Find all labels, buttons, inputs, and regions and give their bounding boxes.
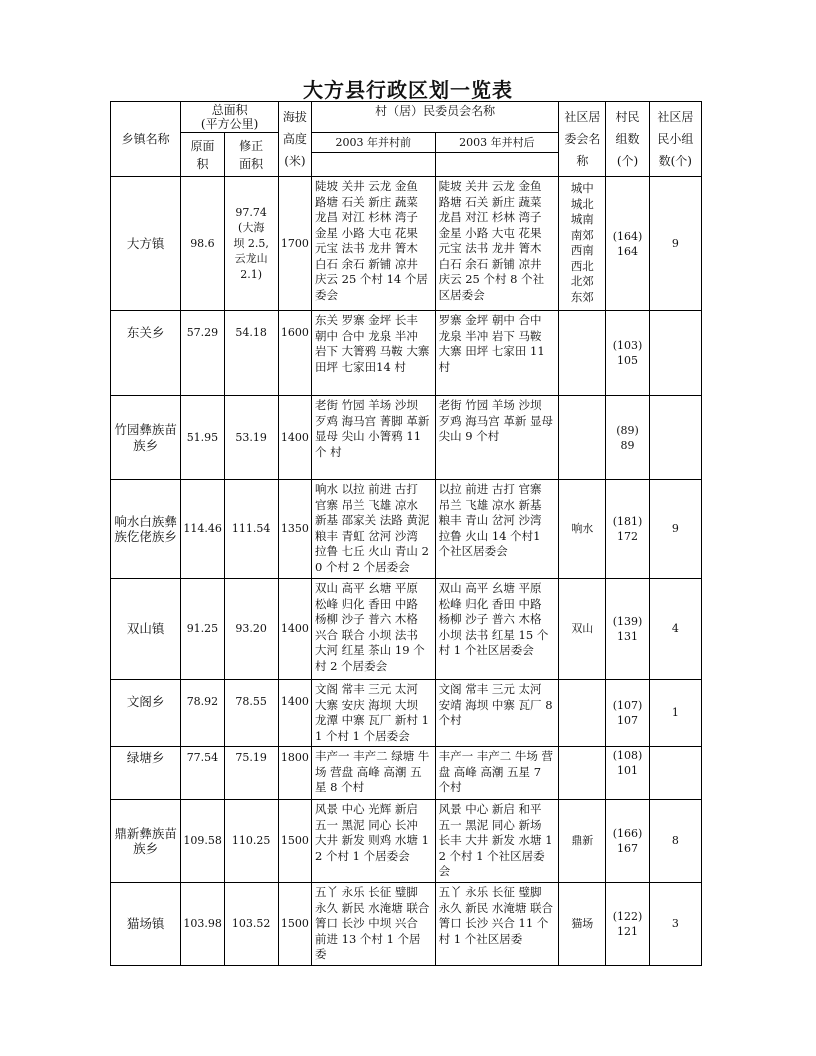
township-name: 竹园彝族苗族乡 — [111, 396, 181, 480]
community-name: 响水 — [559, 480, 606, 579]
villages-before: 东关 罗寨 金坪 长丰 朝中 合中 龙泉 半冲 岩下 大箐鸦 马鞍 大寨 田坪 七家田14 村 — [311, 311, 435, 396]
area-original: 57.29 — [181, 311, 224, 396]
villages-before: 双山 高平 幺塘 平原 松峰 归化 香田 中路 杨柳 沙子 普六 木格 兴合 联合 小坝 法书 大河 红星 茶山 19 个村 2 个居委会 — [311, 579, 435, 680]
villages-before: 陡坡 关井 云龙 金鱼 路塘 石关 新庄 蔬菜 龙昌 对江 杉林 湾子 金星 小路 大屯 花果 元宝 法书 龙井 箐木 白石 余石 新铺 凉井 庆云 25 个村 14 个居委会 — [311, 177, 435, 311]
header-after-2003: 2003 年并村后 — [435, 133, 559, 153]
area-original: 98.6 — [181, 177, 224, 311]
area-original: 78.92 — [181, 680, 224, 747]
header-total-area: 总面积 (平方公里) — [181, 102, 278, 133]
community-group-count: 9 — [649, 177, 701, 311]
area-revised: 75.19 — [224, 747, 278, 800]
township-name: 东关乡 — [111, 311, 181, 396]
area-revised: 54.18 — [224, 311, 278, 396]
area-revised: 97.74 (大海 坝 2.5, 云龙山 2.1) — [224, 177, 278, 311]
altitude: 1350 — [278, 480, 311, 579]
area-original: 109.58 — [181, 800, 224, 883]
villages-after: 双山 高平 幺塘 平原 松峰 归化 香田 中路 杨柳 沙子 普六 木格 小坝 法书 红星 15 个 村 1 个社区居委会 — [435, 579, 559, 680]
villages-after: 以拉 前进 古打 官寨 吊兰 飞雄 凉水 新基 粮丰 青山 岔河 沙湾 拉鲁 火山 14 个村1 个社区居委会 — [435, 480, 559, 579]
community-group-count — [649, 311, 701, 396]
table-row — [111, 747, 702, 800]
header-village-groups: 村民 组数 (个) — [606, 102, 649, 177]
table-row — [111, 579, 702, 680]
community-name: 猫场 — [559, 883, 606, 966]
village-group-count: (103) 105 — [606, 311, 649, 396]
villages-before: 响水 以拉 前进 古打 官寨 吊兰 飞雄 凉水 新基 邵家关 法路 黄泥 粮丰 青虹 岔河 沙湾 拉鲁 七丘 火山 青山 20 个村 2 个居委会 — [311, 480, 435, 579]
community-name: 城中 城北 城南 南郊 西南 西北 北郊 东郊 — [559, 177, 606, 311]
table-row — [111, 311, 702, 396]
altitude: 1400 — [278, 579, 311, 680]
community-group-count: 3 — [649, 883, 701, 966]
village-group-count: (89) 89 — [606, 396, 649, 480]
villages-after: 五丫 永乐 长征 璧脚 永久 新民 水淹塘 联合 箐口 长沙 兴合 11 个村 1 个社区居委 — [435, 883, 559, 966]
community-group-count: 9 — [649, 480, 701, 579]
villages-before: 丰产一 丰产二 绿塘 牛场 营盘 高峰 高潮 五星 8 个村 — [311, 747, 435, 800]
area-revised: 103.52 — [224, 883, 278, 966]
village-group-count: (108) 101 — [606, 747, 649, 800]
township-name: 猫场镇 — [111, 883, 181, 966]
village-group-count: (181) 172 — [606, 480, 649, 579]
altitude: 1400 — [278, 680, 311, 747]
altitude: 1600 — [278, 311, 311, 396]
community-name — [559, 680, 606, 747]
township-name: 大方镇 — [111, 177, 181, 311]
header-village-committee: 村（居）民委员会名称 — [311, 102, 558, 133]
villages-after: 文阁 常丰 三元 太河 安靖 海坝 中寨 瓦厂 8 个村 — [435, 680, 559, 747]
villages-before: 老街 竹园 羊场 沙坝 歹鸡 海马宫 菁脚 革新 显母 尖山 小箐鸦 11 个 村 — [311, 396, 435, 480]
area-original: 114.46 — [181, 480, 224, 579]
community-name — [559, 396, 606, 480]
table-row — [111, 480, 702, 579]
community-name — [559, 747, 606, 800]
altitude: 1700 — [278, 177, 311, 311]
area-revised: 110.25 — [224, 800, 278, 883]
villages-before: 五丫 永乐 长征 璧脚 永久 新民 水淹塘 联合 箐口 长沙 中坝 兴合 前进 13 个村 1 个居委 — [311, 883, 435, 966]
altitude: 1500 — [278, 800, 311, 883]
table-row — [111, 680, 702, 747]
header-before-2003: 2003 年并村前 — [311, 133, 435, 153]
header-community: 社区居 委会名 称 — [559, 102, 606, 177]
header-township: 乡镇名称 — [111, 102, 181, 177]
township-name: 响水白族彝族仡佬族乡 — [111, 480, 181, 579]
area-original: 91.25 — [181, 579, 224, 680]
altitude: 1400 — [278, 396, 311, 480]
villages-after: 罗寨 金坪 朝中 合中 龙泉 半冲 岩下 马鞍 大寨 田坪 七家田 11 村 — [435, 311, 559, 396]
page-title: 大方县行政区划一览表 — [303, 78, 513, 102]
village-group-count: (139) 131 — [606, 579, 649, 680]
table-row — [111, 883, 702, 966]
area-revised: 78.55 — [224, 680, 278, 747]
community-group-count — [649, 396, 701, 480]
community-name — [559, 311, 606, 396]
header-community-groups: 社区居 民小组 数(个) — [649, 102, 701, 177]
villages-after: 老街 竹园 羊场 沙坝 歹鸡 海马宫 革新 显母 尖山 9 个村 — [435, 396, 559, 480]
admin-division-table — [110, 101, 702, 966]
header-altitude: 海拔 高度 (米) — [278, 102, 311, 177]
village-group-count: (107) 107 — [606, 680, 649, 747]
area-revised: 111.54 — [224, 480, 278, 579]
community-name: 鼎新 — [559, 800, 606, 883]
header-area-revised: 修正 面积 — [224, 133, 278, 177]
community-group-count: 4 — [649, 579, 701, 680]
area-revised: 53.19 — [224, 396, 278, 480]
table-row — [111, 396, 702, 480]
community-group-count — [649, 747, 701, 800]
township-name: 鼎新彝族苗族乡 — [111, 800, 181, 883]
community-group-count: 8 — [649, 800, 701, 883]
altitude: 1800 — [278, 747, 311, 800]
village-group-count: (166) 167 — [606, 800, 649, 883]
village-group-count: (164) 164 — [606, 177, 649, 311]
altitude: 1500 — [278, 883, 311, 966]
table-row — [111, 800, 702, 883]
township-name: 文阁乡 — [111, 680, 181, 747]
community-group-count: 1 — [649, 680, 701, 747]
area-revised: 93.20 — [224, 579, 278, 680]
villages-after: 丰产一 丰产二 牛场 营盘 高峰 高潮 五星 7 个村 — [435, 747, 559, 800]
area-original: 77.54 — [181, 747, 224, 800]
villages-after: 风景 中心 新启 和平 五一 黑泥 同心 新场 长丰 大井 新发 水塘 12 个村 1 个社区居委会 — [435, 800, 559, 883]
township-name: 绿塘乡 — [111, 747, 181, 800]
header-area-original: 原面 积 — [181, 133, 224, 177]
village-group-count: (122) 121 — [606, 883, 649, 966]
area-original: 51.95 — [181, 396, 224, 480]
villages-before: 文阁 常丰 三元 太河 大寨 安庆 海坝 大坝 龙潭 中寨 瓦厂 新村 11 个村 1 个居委会 — [311, 680, 435, 747]
area-original: 103.98 — [181, 883, 224, 966]
table-row — [111, 177, 702, 311]
township-name: 双山镇 — [111, 579, 181, 680]
community-name: 双山 — [559, 579, 606, 680]
villages-before: 风景 中心 光辉 新启 五一 黑泥 同心 长冲 大井 新发 则鸡 水塘 12 个村 1 个居委会 — [311, 800, 435, 883]
villages-after: 陡坡 关井 云龙 金鱼 路塘 石关 新庄 蔬菜 龙昌 对江 杉林 湾子 金星 小路 大屯 花果 元宝 法书 龙井 箐木 白石 余石 新铺 凉井 庆云 25 个村 8 个社区居委会 — [435, 177, 559, 311]
